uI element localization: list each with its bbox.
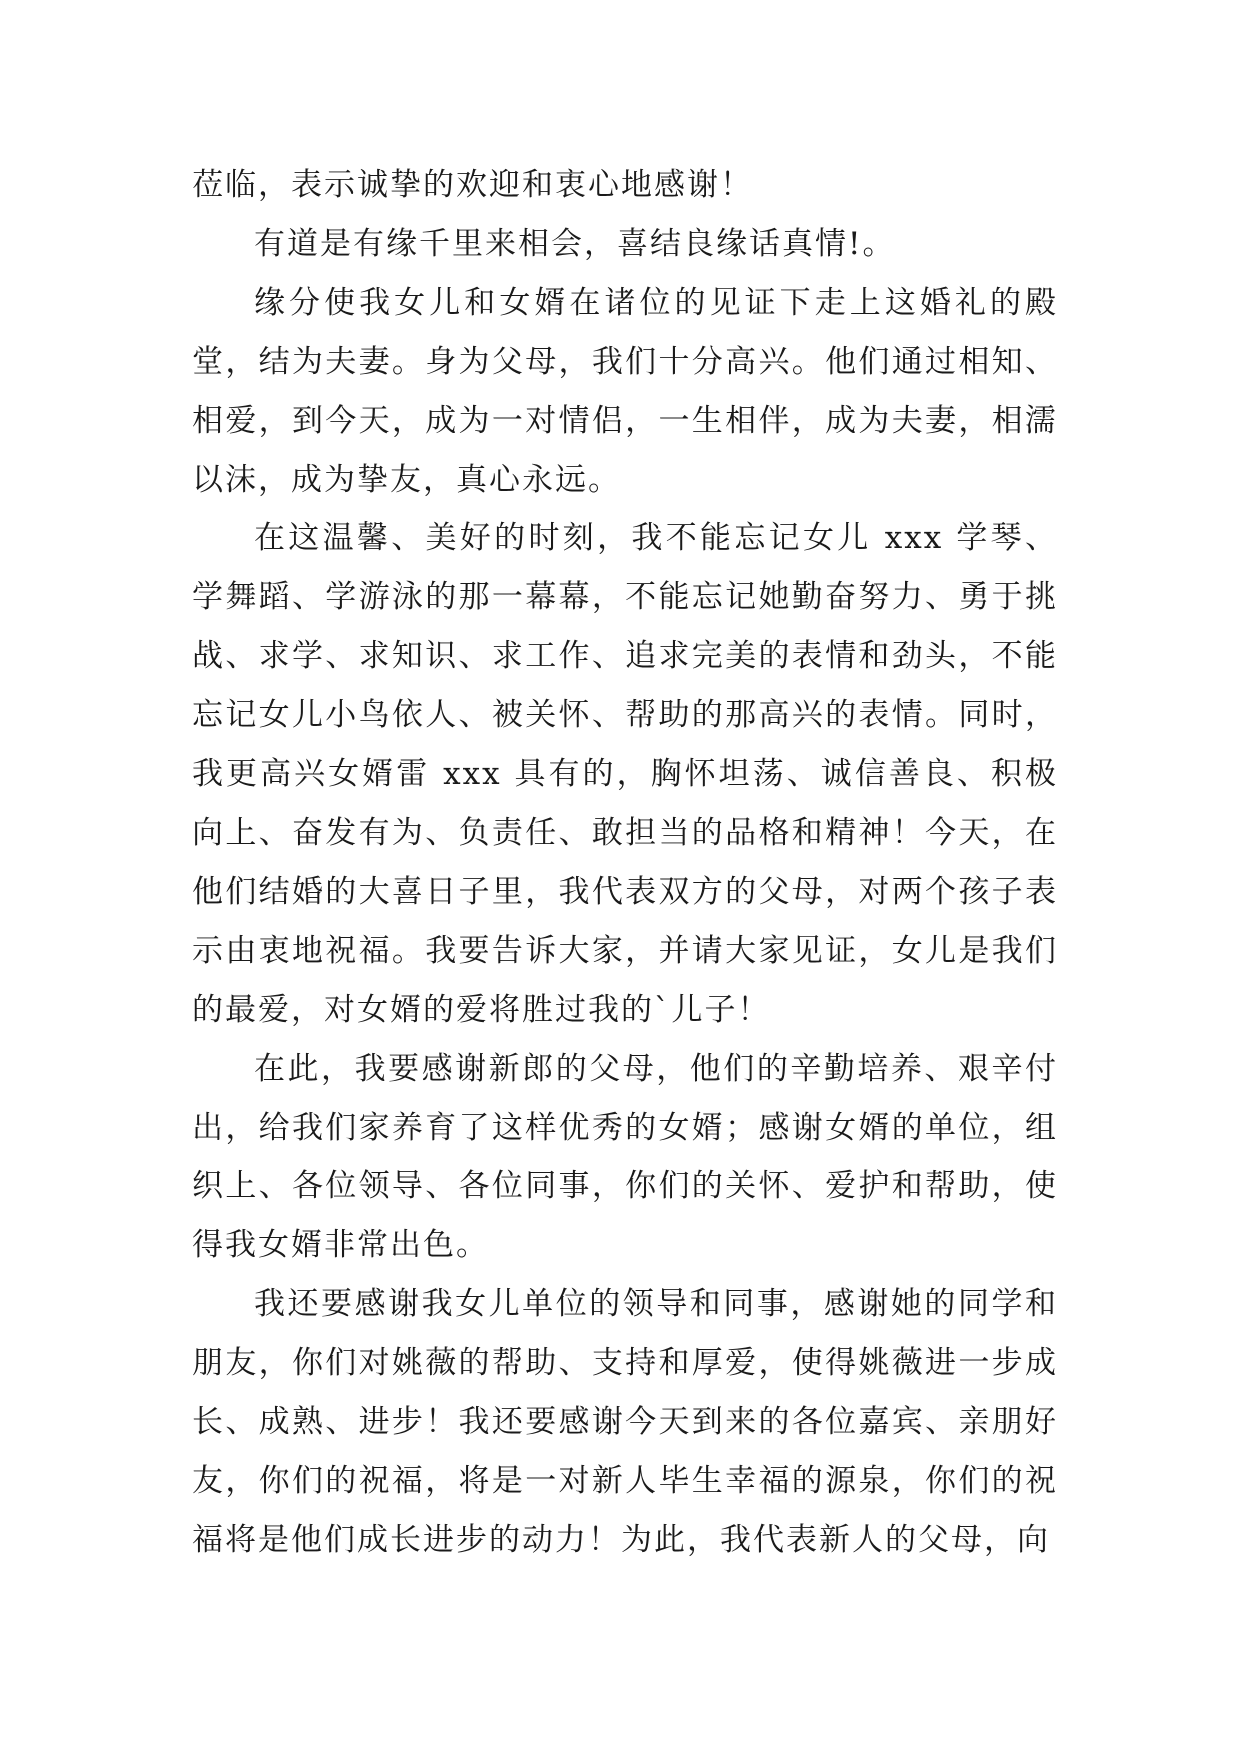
paragraph-3: 缘分使我女儿和女婿在诸位的见证下走上这婚礼的殿堂，结为夫妻。身为父母，我们十分高兴。他们通过相知、相爱，到今天，成为一对情侣，一生相伴，成为夫妻，相濡以沫，成为挚友，真心永远。: [192, 284, 1058, 498]
paragraph-6: 我还要感谢我女儿单位的领导和同事，感谢她的同学和朋友，你们对姚薇的帮助、支持和厚爱，使得姚薇进一步成长、成熟、进步！我还要感谢今天到来的各位嘉宾、亲朋好友，你们的祝福，将是一对新人毕生幸福的源泉，你们的祝福将是他们成长进步的动力！为此，我代表新人的父母，向: [192, 1286, 1058, 1558]
paragraph-4: 在这温馨、美好的时刻，我不能忘记女儿 xxx 学琴、学舞蹈、学游泳的那一幕幕，不能忘记她勤奋努力、勇于挑战、求学、求知识、求工作、追求完美的表情和劲头，不能忘记女儿小鸟依人、被关怀、帮助的那高兴的表情。同时，我更高兴女婿雷 xxx 具有的，胸怀坦荡、诚信善良、积极向上、奋发有为、负责任、敢担当的品格和精神！今天，在他们结婚的大喜日子里，我代表双方的父母，对两个孩子表示由衷地祝福。我要告诉大家，并请大家见证，女儿是我们的最爱，对女婿的爱将胜过我的`儿子！: [192, 520, 1058, 1028]
document-body: [192, 156, 1058, 1570]
paragraph-2: 有道是有缘千里来相会，喜结良缘话真情!。: [254, 225, 896, 262]
paragraph-1: 莅临，表示诚挚的欢迎和衷心地感谢！: [192, 167, 753, 203]
paragraph-5: 在此，我要感谢新郎的父母，他们的辛勤培养、艰辛付出，给我们家养育了这样优秀的女婿；感谢女婿的单位，组织上、各位领导、各位同事，你们的关怀、爱护和帮助，使得我女婿非常出色。: [192, 1050, 1058, 1264]
